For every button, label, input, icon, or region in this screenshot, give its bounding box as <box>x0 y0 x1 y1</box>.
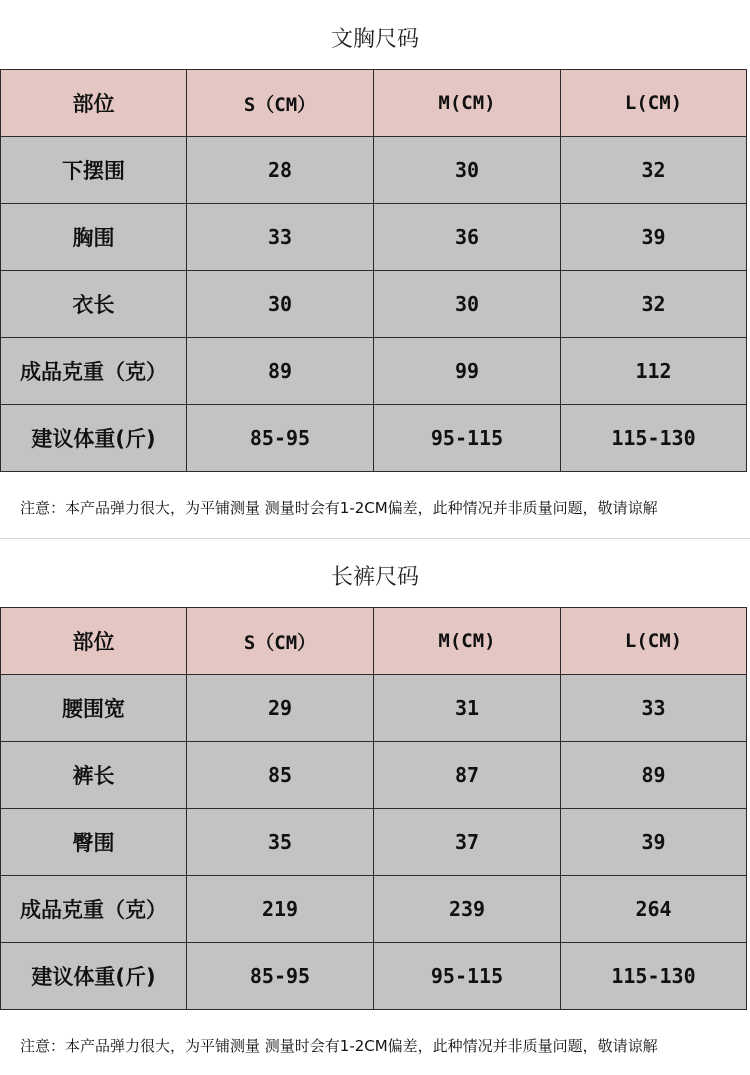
cell-m: 36 <box>374 204 561 271</box>
header-cell-m: M(CM) <box>374 70 561 137</box>
cell-m: 239 <box>374 876 561 943</box>
cell-m: 37 <box>374 809 561 876</box>
table-row <box>1 204 747 271</box>
pants-size-title: 长裤尺码 <box>330 565 419 590</box>
table-row <box>1 137 747 204</box>
cell-l: 39 <box>561 809 747 876</box>
cell-s: 89 <box>187 338 374 405</box>
header-cell-s: S（CM） <box>187 608 374 675</box>
table-header-row <box>1 70 747 137</box>
row-label: 下摆围 <box>1 137 187 204</box>
table-row <box>1 809 747 876</box>
row-label: 成品克重（克） <box>1 876 187 943</box>
cell-m: 87 <box>374 742 561 809</box>
cell-m: 31 <box>374 675 561 742</box>
header-cell-l: L(CM) <box>561 608 747 675</box>
row-label: 建议体重(斤) <box>1 405 187 472</box>
row-label: 胸围 <box>1 204 187 271</box>
cell-l: 32 <box>561 271 747 338</box>
row-label: 臀围 <box>1 809 187 876</box>
pants-size-note: 注意：本产品弹力很大，为平铺测量 测量时会有1-2CM偏差，此种情况并非质量问题，敬请谅解 <box>20 1037 658 1055</box>
cell-l: 264 <box>561 876 747 943</box>
header-cell-m: M(CM) <box>374 608 561 675</box>
bra-size-note: 注意：本产品弹力很大，为平铺测量 测量时会有1-2CM偏差，此种情况并非质量问题，敬请谅解 <box>20 499 658 517</box>
cell-m: 95-115 <box>374 405 561 472</box>
table-row <box>1 338 747 405</box>
header-cell-part: 部位 <box>1 608 187 675</box>
cell-s: 30 <box>187 271 374 338</box>
cell-l: 39 <box>561 204 747 271</box>
cell-l: 115-130 <box>561 943 747 1010</box>
table-row <box>1 742 747 809</box>
cell-s: 85-95 <box>187 943 374 1010</box>
section-divider <box>0 538 750 539</box>
cell-s: 29 <box>187 675 374 742</box>
cell-l: 112 <box>561 338 747 405</box>
cell-l: 89 <box>561 742 747 809</box>
header-cell-l: L(CM) <box>561 70 747 137</box>
row-label: 建议体重(斤) <box>1 943 187 1010</box>
pants-size-table <box>0 607 747 1010</box>
header-cell-s: S（CM） <box>187 70 374 137</box>
cell-m: 30 <box>374 137 561 204</box>
cell-s: 85-95 <box>187 405 374 472</box>
table-row <box>1 405 747 472</box>
row-label: 裤长 <box>1 742 187 809</box>
cell-s: 33 <box>187 204 374 271</box>
bra-size-table <box>0 69 747 472</box>
cell-l: 115-130 <box>561 405 747 472</box>
cell-l: 32 <box>561 137 747 204</box>
cell-s: 35 <box>187 809 374 876</box>
row-label: 腰围宽 <box>1 675 187 742</box>
row-label: 成品克重（克） <box>1 338 187 405</box>
bra-size-title: 文胸尺码 <box>330 27 419 52</box>
table-row <box>1 271 747 338</box>
table-row <box>1 876 747 943</box>
cell-s: 28 <box>187 137 374 204</box>
cell-m: 99 <box>374 338 561 405</box>
table-header-row <box>1 608 747 675</box>
header-cell-part: 部位 <box>1 70 187 137</box>
cell-s: 219 <box>187 876 374 943</box>
table-row <box>1 943 747 1010</box>
cell-s: 85 <box>187 742 374 809</box>
row-label: 衣长 <box>1 271 187 338</box>
cell-m: 95-115 <box>374 943 561 1010</box>
cell-m: 30 <box>374 271 561 338</box>
cell-l: 33 <box>561 675 747 742</box>
table-row <box>1 675 747 742</box>
